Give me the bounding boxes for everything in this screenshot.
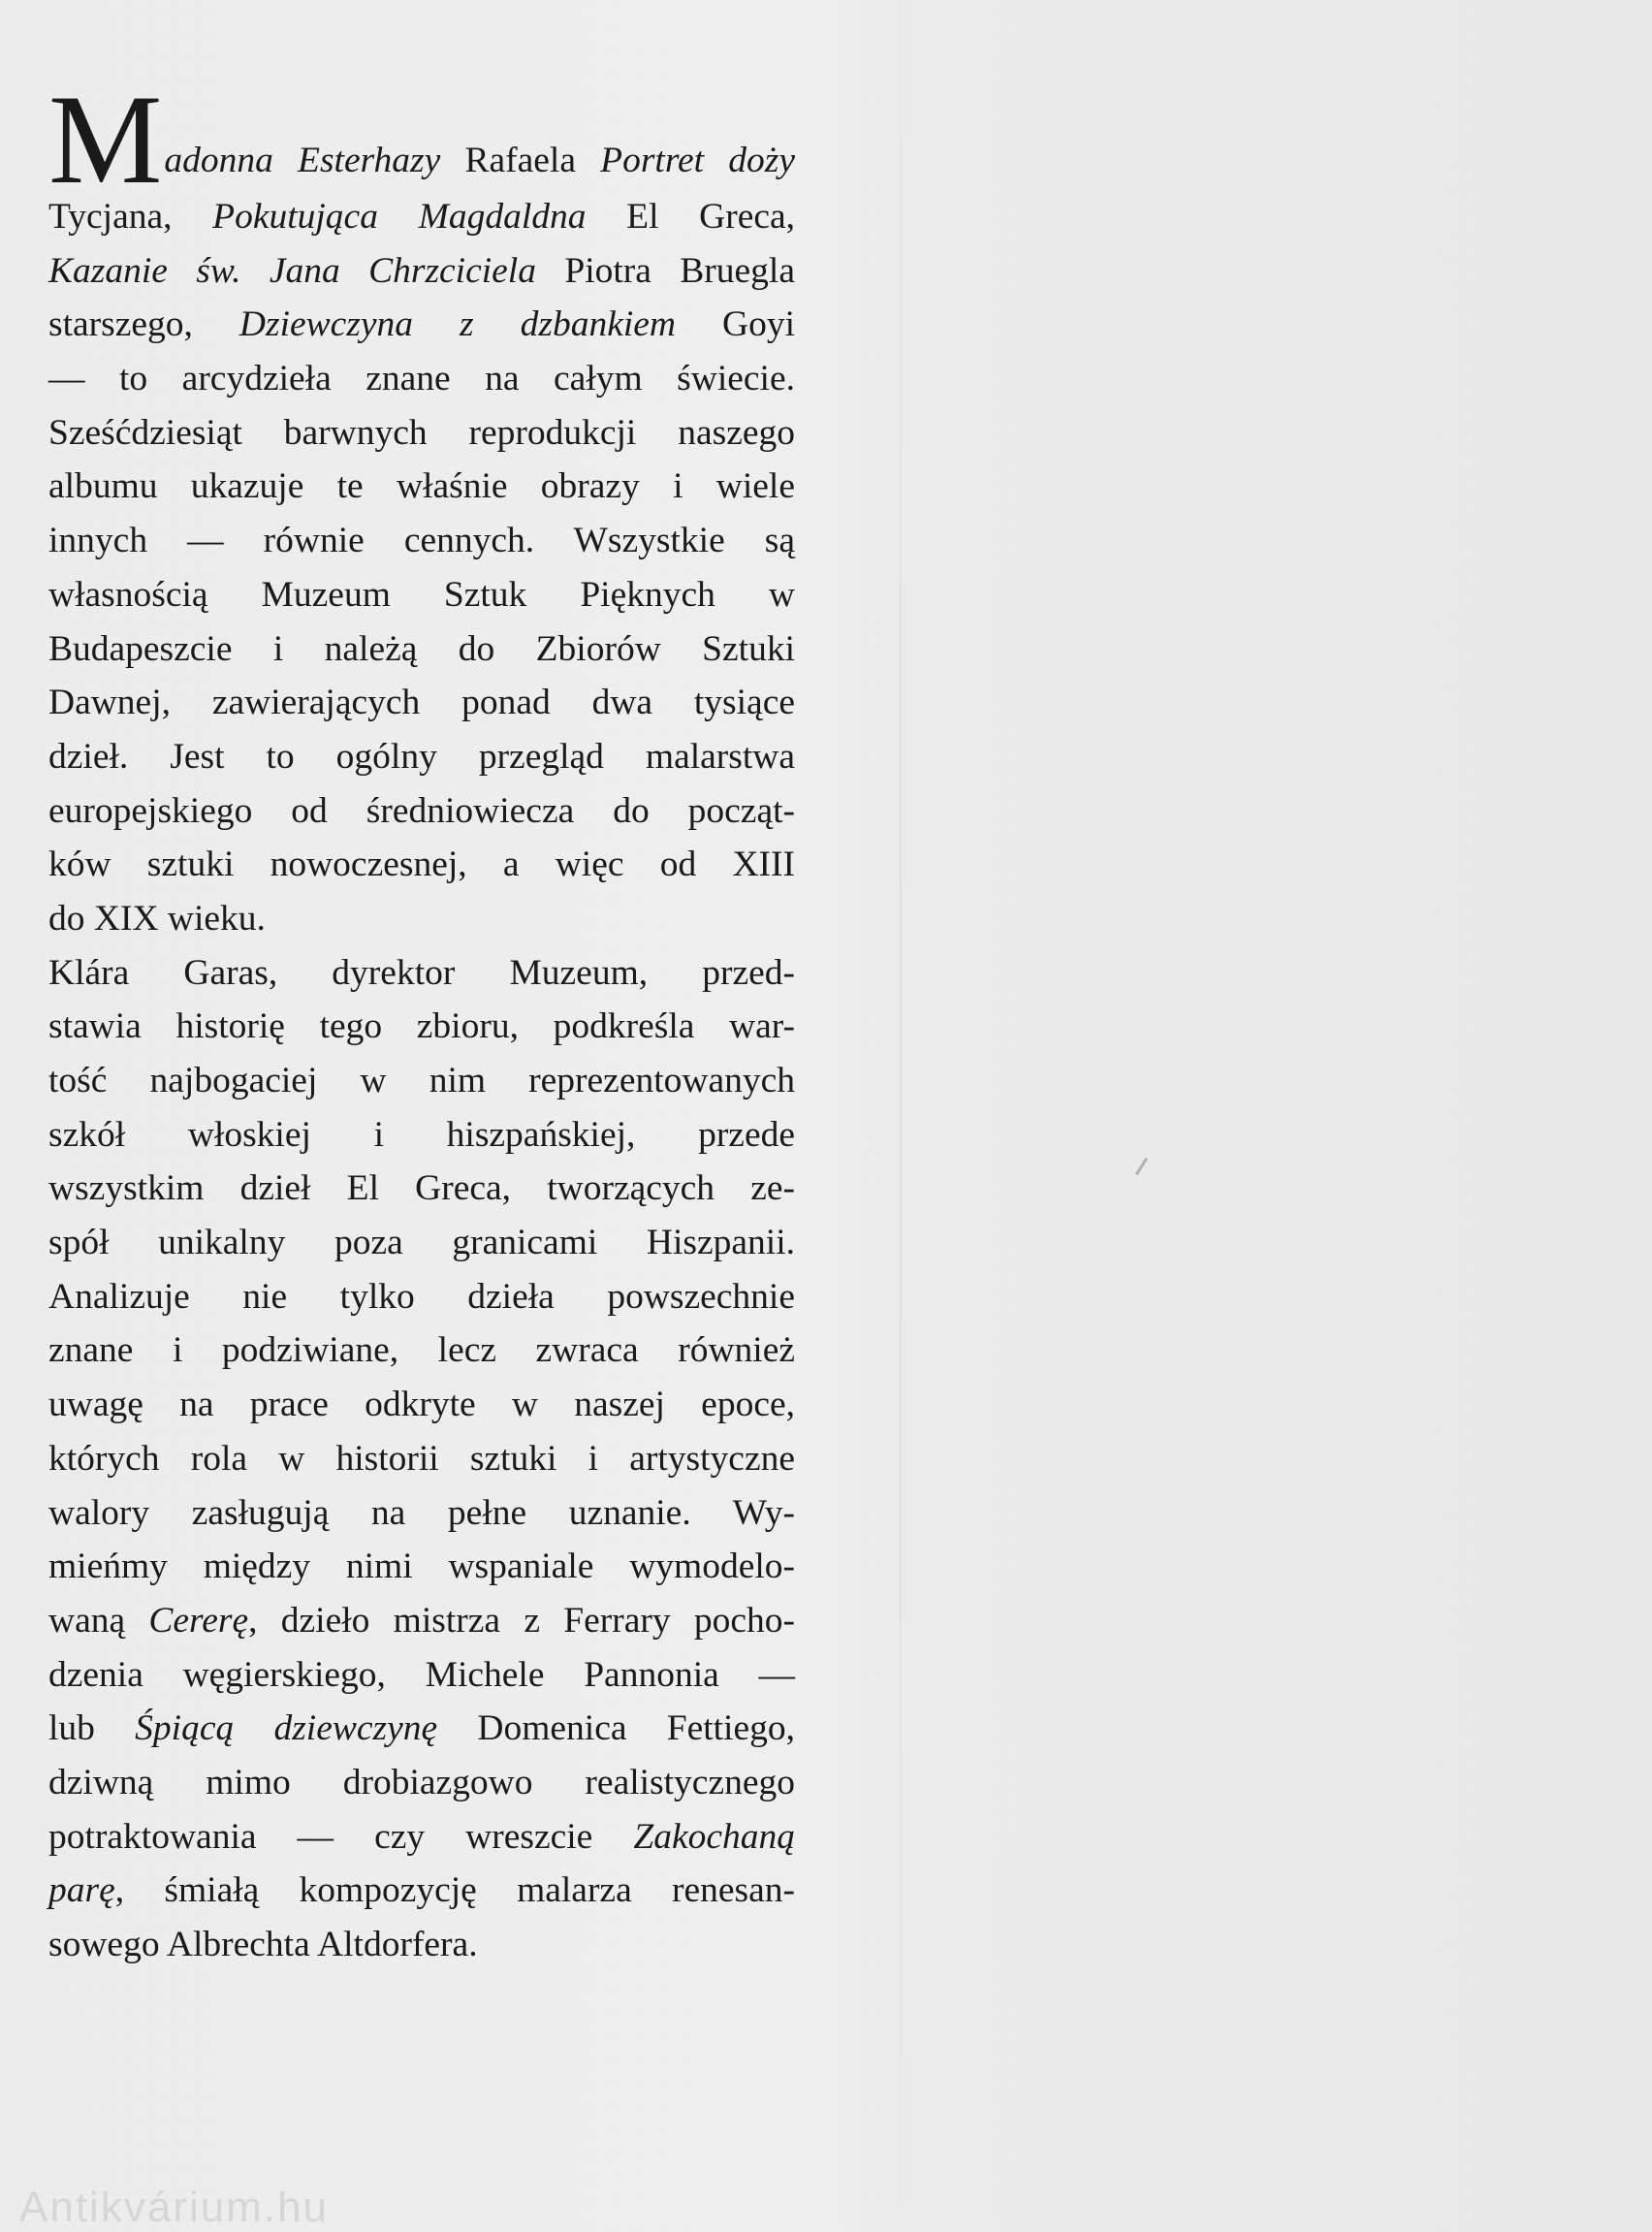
text-line: sowego Albrechta Altdorfera. [48, 1925, 478, 1964]
text-line: dziwną mimo drobiazgowo realistycznego [48, 1762, 795, 1802]
text-line: Kazanie św. Jana Chrzciciela Piotra Bruegla [48, 250, 795, 291]
italic-title: Śpiącą dziewczynę [135, 1708, 438, 1749]
text-line: stawia historię tego zbioru, podkreśla war- [48, 1006, 795, 1047]
text-line: własnością Muzeum Sztuk Pięknych w [48, 574, 795, 615]
page-fold [900, 0, 902, 2203]
text-line: spół unikalny poza granicami Hiszpanii. [48, 1223, 795, 1263]
watermark: Antikvárium.hu [19, 2184, 330, 2231]
text-line: szkół włoskiej i hiszpańskiej, przede [48, 1114, 795, 1155]
text-line: Analizuje nie tylko dzieła powszechnie [48, 1276, 795, 1317]
paper-fleck [1135, 1158, 1148, 1176]
text-line: — to arcydzieła znane na całym świecie. [48, 359, 795, 399]
first-line-text [164, 134, 795, 190]
italic-title: Kazanie św. Jana Chrzciciela [48, 250, 536, 291]
drop-cap: M [48, 68, 163, 211]
text-line: innych — równie cennych. Wszystkie są [48, 521, 795, 561]
text-line: parę, śmiałą kompozycję malarza renesan- [48, 1870, 795, 1911]
text-line: lub Śpiącą dziewczynę Domenica Fettiego, [48, 1708, 795, 1749]
italic-title: Zakochaną [633, 1816, 795, 1857]
text-line: albumu ukazuje te właśnie obrazy i wiele [48, 466, 795, 507]
text-line: Dawnej, zawierających ponad dwa tysiące [48, 683, 795, 723]
italic-title: Dziewczyna z dzbankiem [238, 304, 677, 345]
italic-title: Pokutująca Magdaldna [212, 197, 587, 237]
italic-title: parę [48, 1870, 115, 1911]
text-line: mieńmy między nimi wspaniale wymodelo- [48, 1546, 795, 1587]
text-line: walory zasługują na pełne uznanie. Wy- [48, 1492, 795, 1533]
line-text: Rafaela [464, 141, 576, 181]
text-line: dzenia węgierskiego, Michele Pannonia — [48, 1654, 795, 1695]
text-line: Tycjana, Pokutująca Magdaldna El Greca, [48, 197, 796, 237]
text-line: starszego, Dziewczyna z dzbankiem Goyi [48, 304, 796, 345]
text-line: znane i podziwiane, lecz zwraca również [48, 1330, 795, 1371]
text-line: ków sztuki nowoczesnej, a więc od XIII [48, 845, 795, 885]
text-line: do XIX wieku. [48, 898, 266, 939]
text-line: uwagę na prace odkryte w naszej epoce, [48, 1385, 795, 1425]
text-line: wszystkim dzieł El Greca, tworzących ze- [48, 1168, 795, 1209]
text-line: których rola w historii sztuki i artystyczne [48, 1438, 795, 1479]
italic-title: adonna Esterhazy [164, 141, 441, 181]
text-line: dzieł. Jest to ogólny przegląd malarstwa [48, 736, 795, 777]
text-line: tość najbogaciej w nim reprezentowanych [48, 1061, 795, 1100]
italic-title: Cererę [148, 1600, 249, 1641]
text-line: europejskiego od średniowiecza do począt- [48, 790, 795, 831]
text-line: Sześćdziesiąt barwnych reprodukcji naszego [48, 412, 795, 453]
body-text [48, 68, 796, 1972]
italic-title: Portret dożу [600, 141, 796, 181]
text-line: Klára Garas, dyrektor Muzeum, przed- [48, 952, 795, 993]
text-line: Budapeszcie i należą do Zbiorów Sztuki [48, 628, 795, 669]
text-line: potraktowania — czy wreszcie Zakochaną [48, 1816, 795, 1857]
text-line: waną Cererę, dzieło mistrza z Ferrary pocho- [48, 1600, 795, 1641]
first-line [48, 68, 796, 211]
